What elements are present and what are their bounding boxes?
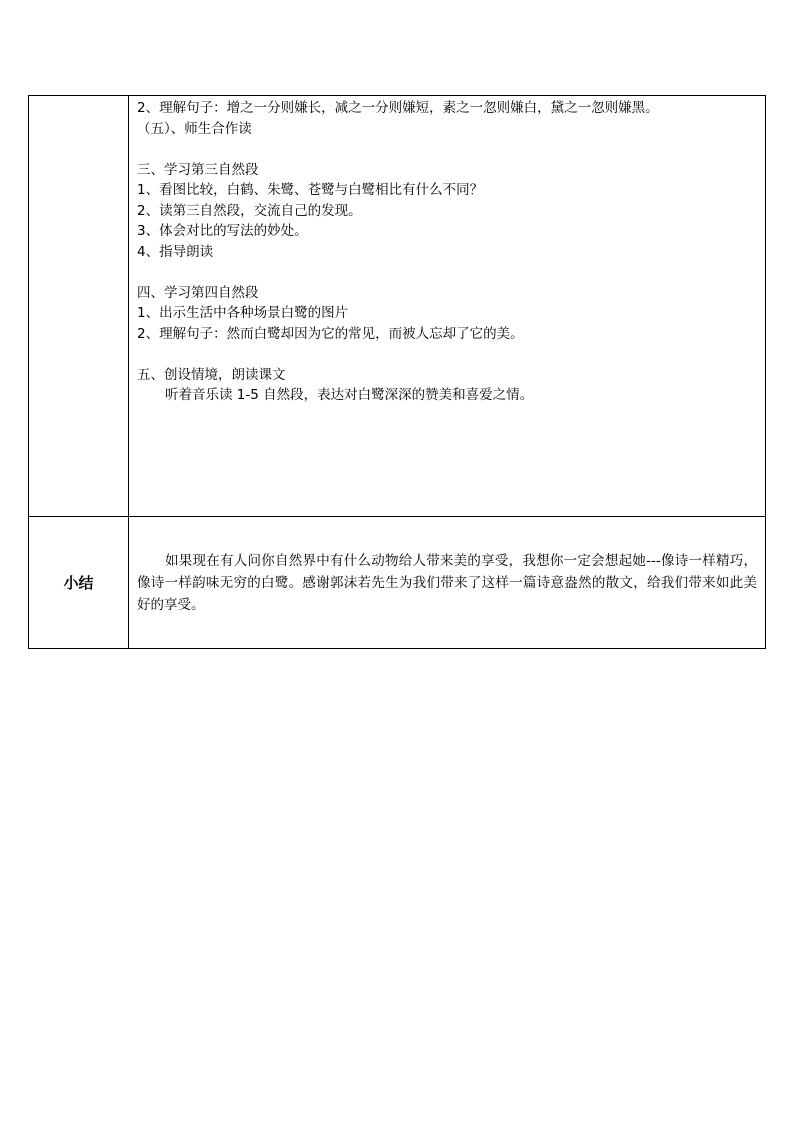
step-line: 2、读第三自然段，交流自己的发现。 (137, 202, 362, 219)
blank-line (137, 139, 761, 160)
teaching-steps-row (29, 96, 766, 517)
section-heading: 四、学习第四自然段 (137, 284, 259, 301)
blank-line (137, 344, 761, 365)
lesson-plan-table (28, 95, 766, 649)
summary-cell (129, 517, 766, 649)
section-heading: 三、学习第三自然段 (137, 161, 259, 178)
teaching-steps-cell (129, 96, 766, 517)
step-line: 3、体会对比的写法的妙处。 (137, 223, 308, 239)
step-line: （五）、师生合作读 (137, 120, 252, 137)
summary-label: 小结 (29, 517, 129, 649)
step-line: 1、出示生活中各种场景白鹭的图片 (137, 305, 349, 321)
section-heading: 五、创设情境，朗读课文 (137, 366, 286, 383)
summary-text: 如果现在有人问你自然界中有什么动物给人带来美的享受，我想你一定会想起她---像诗一样精巧，像诗一样韵味无穷的白鹭。感谢郭沫若先生为我们带来了这样一篇诗意盎然的散文，给我们带来如此美好的享受。 (137, 552, 757, 613)
step-line: 2、理解句子：然而白鹭却因为它的常见，而被人忘却了它的美。 (137, 325, 524, 342)
step-line: 4、指导朗读 (137, 243, 214, 260)
step-line: 1、看图比较，白鹤、朱鹭、苍鹭与白鹭相比有什么不同？ (137, 182, 484, 198)
step-line: 2、理解句子：增之一分则嫌长，减之一分则嫌短，素之一忽则嫌白，黛之一忽则嫌黑。 (137, 100, 659, 116)
summary-row (29, 517, 766, 649)
step-line: 听着音乐读 1-5 自然段，表达对白鹭深深的赞美和喜爱之情。 (165, 387, 534, 403)
steps-label-cell (29, 96, 129, 517)
blank-line (137, 262, 761, 283)
